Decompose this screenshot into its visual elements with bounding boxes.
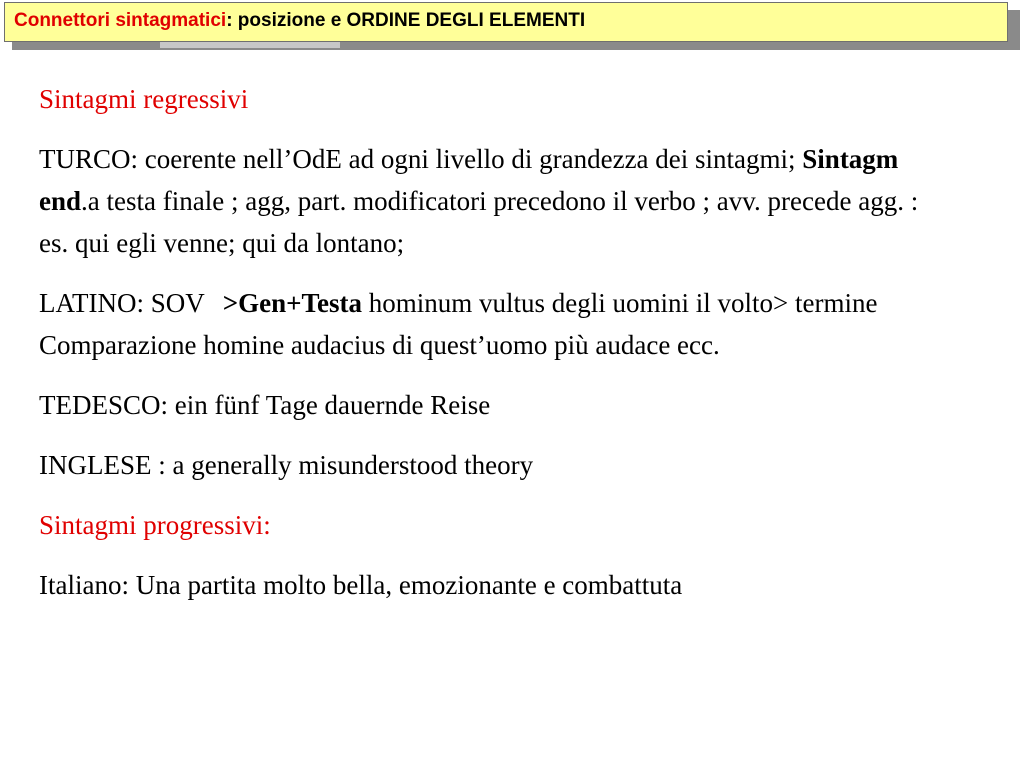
title-rest: : posizione e ORDINE DEGLI ELEMENTI bbox=[226, 10, 586, 31]
title-ghost-underline bbox=[160, 42, 340, 48]
latino-text-2: hominum vultus degli uomini il volto> termine Comparazione homine audacius di quest’uomo più audace ecc. bbox=[39, 288, 878, 360]
turco-bold: Sintagm end bbox=[39, 144, 899, 216]
turco-text-1: TURCO: coerente nell’OdE ad ogni livello di grandezza dei sintagmi; bbox=[39, 144, 803, 174]
latino-bold: >Gen+Testa bbox=[222, 288, 363, 318]
paragraph-latino bbox=[39, 282, 939, 366]
paragraph-turco bbox=[39, 138, 939, 264]
paragraph-inglese: INGLESE : a generally misunderstood theory bbox=[39, 450, 534, 480]
paragraph-tedesco: TEDESCO: ein fünf Tage dauernde Reise bbox=[39, 390, 491, 420]
slide-body bbox=[39, 78, 939, 624]
title-highlight: Connettori sintagmatici bbox=[14, 10, 227, 31]
heading-regressive: Sintagmi regressivi bbox=[39, 84, 249, 114]
latino-text-1: LATINO: SOV bbox=[39, 288, 205, 318]
turco-text-2: .a testa finale ; agg, part. modificatori precedono il verbo ; avv. precede agg. : es. qui egli venne; qui da lontano; bbox=[39, 186, 919, 258]
paragraph-italiano: Italiano: Una partita molto bella, emozionante e combattuta bbox=[39, 570, 683, 600]
slide-title bbox=[4, 2, 1008, 42]
heading-progressive: Sintagmi progressivi: bbox=[39, 510, 271, 540]
